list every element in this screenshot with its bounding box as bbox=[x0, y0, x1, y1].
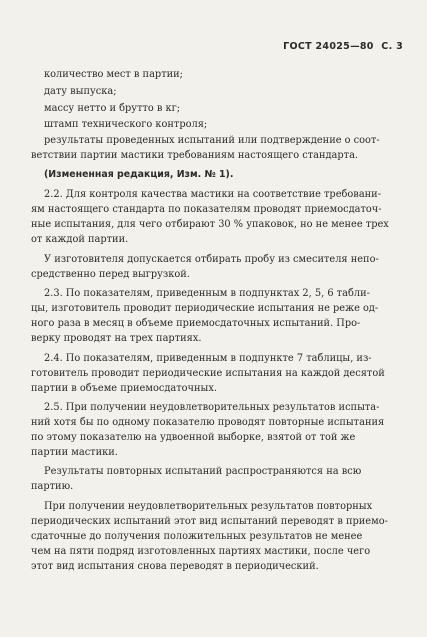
standard-number: ГОСТ 24025—80 bbox=[283, 41, 374, 52]
text-line: дату выпуска; bbox=[44, 86, 117, 97]
text-line: периодических испытаний этот вид испытаний переводят в приемо- bbox=[31, 516, 388, 527]
page-number: С. 3 bbox=[381, 41, 403, 52]
text-line: от каждой партии. bbox=[31, 234, 129, 245]
text-line: ветствии партии мастики требованиям настоящего стандарта. bbox=[31, 150, 359, 161]
text-line: чем на пяти подряд изготовленных партиях мастики, после чего bbox=[31, 546, 371, 557]
text-line: При получении неудовлетворительных результатов повторных bbox=[44, 501, 373, 512]
text-line: ям настоящего стандарта по показателям проводят приемосдаточ- bbox=[31, 204, 382, 215]
text-line: средственно перед выгрузкой. bbox=[31, 269, 190, 280]
text-line: верку проводят на трех партиях. bbox=[31, 333, 202, 344]
text-line: количество мест в партии; bbox=[44, 69, 183, 80]
text-line: штамп технического контроля; bbox=[44, 119, 208, 130]
text-line: результаты проведенных испытаний или подтверждение о соот- bbox=[44, 135, 380, 146]
text-line: 2.5. При получении неудовлетворительных результатов испыта- bbox=[44, 402, 380, 413]
text-line: Результаты повторных испытаний распространяются на всю bbox=[44, 466, 362, 477]
text-line: сдаточные до получения положительных результатов не менее bbox=[31, 531, 363, 542]
text-line: 2.3. По показателям, приведенным в подпунктах 2, 5, 6 табли- bbox=[44, 288, 370, 299]
text-line: цы, изготовитель проводит периодические испытания не реже од- bbox=[31, 303, 379, 314]
text-line: готовитель проводит периодические испытания на каждой десятой bbox=[31, 368, 385, 379]
text-line: ного раза в месяц в объеме приемосдаточных испытаний. Про- bbox=[31, 318, 361, 329]
text-line: партии в объеме приемосдаточных. bbox=[31, 383, 217, 394]
text-line: партию. bbox=[31, 481, 74, 492]
text-line: этот вид испытания снова переводят в периодический. bbox=[31, 561, 319, 572]
text-line: по этому показателю на удвоенной выборке, взятой от той же bbox=[31, 432, 356, 443]
text-line: массу нетто и брутто в кг; bbox=[44, 103, 181, 114]
amendment-note: (Измененная редакция, Изм. № 1). bbox=[44, 169, 234, 180]
text-line: У изготовителя допускается отбирать пробу из смесителя непо- bbox=[44, 254, 379, 265]
text-line: партии мастики. bbox=[31, 447, 118, 458]
text-line: ные испытания, для чего отбирают 30 % упаковок, но не менее трех bbox=[31, 219, 389, 230]
text-line: ний хотя бы по одному показателю проводят повторные испытания bbox=[31, 417, 385, 428]
text-line: 2.2. Для контроля качества мастики на соответствие требовани- bbox=[44, 189, 382, 200]
text-line: 2.4. По показателям, приведенным в подпункте 7 таблицы, из- bbox=[44, 353, 372, 364]
